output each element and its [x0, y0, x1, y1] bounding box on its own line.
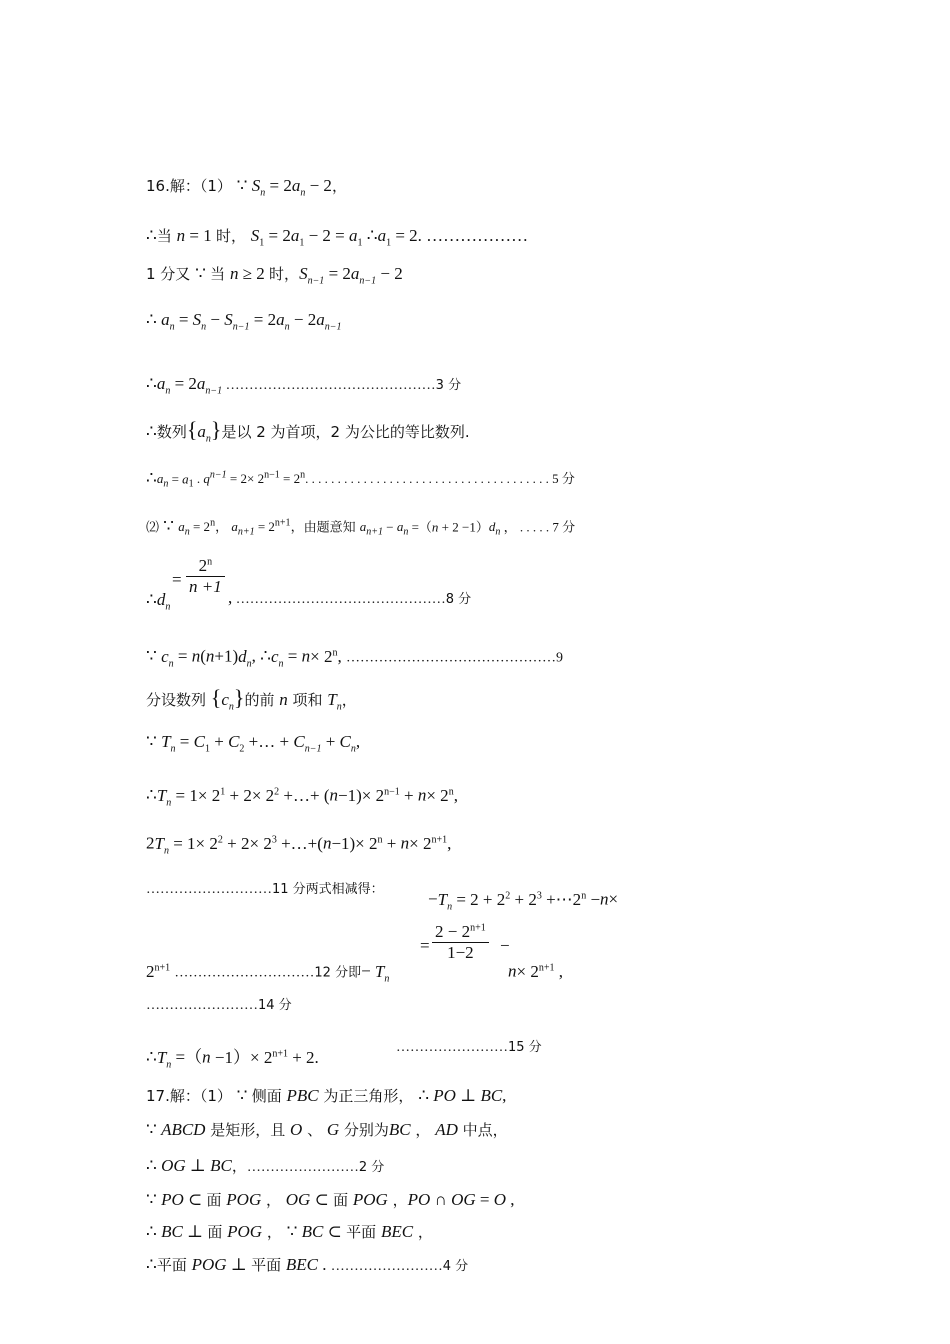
line-15: ……………………15 分 [396, 1040, 542, 1055]
line-subtract-eq: $-T_n = 2 + 2^2 + 2^3$ $+\cdots 2^n -n\times$ [428, 889, 619, 913]
line-an-formula: $\therefore a_n = a_1$ . $q^{n-1} = 2\times 2^{n-1} = 2^n$. . . . . . . . . . . . . . . . . . . . . . . . . . . . . . . . . . . . . . 5 分 [146, 468, 575, 490]
line-geometric: ∴数列$\{a_n\}$是以 2 为首项，2 为公比的等比数列. [146, 417, 470, 445]
line-17-plane: ∵ PO ⊂ 面 POG ， OG ⊂ 面 POG ，PO ∩ OG = O , [146, 1190, 515, 1209]
line-tn-frac-eq: = [420, 936, 430, 955]
dn-fraction: $\frac{2^n}{n +1}$ [186, 556, 225, 597]
line-n1: ∴当 n = 1 时， $S_1 = 2a_1 - 2 = a_1$ $\therefore a_1 = 2$. ……………… [146, 226, 529, 249]
line-17-header: 17.解：（1） ∵ 侧面 PBC 为正三角形， ∴ PO ⊥ BC, [146, 1086, 507, 1105]
line-tn-def: 分设数列 $\{c_n\}$的前 n 项和 $T_n$， [146, 685, 357, 713]
line-n2: 1 分又 ∵ 当 n ≥ 2 时，$S_{n-1} = 2a_{n-1} - 2$ [146, 264, 403, 287]
line-dn: $\therefore d_n$ [146, 590, 171, 613]
line-an-diff: ∴ $a_n = S_n - S_{n-1} = 2a_n - 2a_{n-1}$ [146, 310, 342, 333]
line-part2: ⑵ ∵ $a_n = 2^n$， $a_{n+1} = 2^{n+1}$，由题意知 $a_{n+1} - a_n =(n + 2 -1)d_n$ ， . . . . . 7 分 [146, 516, 576, 538]
line-17-rect: ∵ ABCD 是矩形，且 O 、 G 分别为BC ， AD 中点， [146, 1120, 508, 1139]
line-tn-expand: $\therefore T_n = 1\times 2^1 + 2\times 2^2$ +…+ $(n-1)\times 2^{n-1} + n\times 2^n$, [146, 785, 458, 809]
line-16-header: 16.解：（1） ∵ $S_n = 2a_n - 2$， [146, 176, 347, 199]
line-tn-frac-minus: − [500, 936, 510, 955]
line-tn-sum: ∵ $T_n = C_1 + C_2$ +… + $C_{n-1} + C_n$, [146, 732, 361, 755]
line-17-bc: ∴ BC ⊥ 面 POG ， ∵ BC ⊂ 平面 BEC ， [146, 1222, 433, 1241]
line-2tn: $2T_n = 1\times 2^2 + 2\times 2^3$ +…+(n−1)× $2^n + n\times 2^{n+1}$, [146, 833, 452, 857]
line-dn-dots: , ………………………………………8 分 [228, 588, 472, 607]
line-tn-final: $\therefore T_n =(n -1)\times 2^{n+1} + 2$. [146, 1047, 319, 1071]
line-12: $2^{n+1}$ …………………………12 分即− $T_n$ [146, 961, 390, 985]
line-17-final: ∴平面 POG ⊥ 平面 BEC . ……………………4 分 [146, 1255, 469, 1274]
tn-fraction: $\frac{2 - 2^{n+1}}{1-2}$ [432, 922, 489, 963]
line-cn: ∵ $c_n = n(n+1)d_n$, $\therefore c_n = n\times 2^n$, ………………………………………9 [146, 646, 563, 670]
line-subtract: ………………………11 分两式相减得： [146, 882, 384, 897]
line-14: ……………………14 分 [146, 998, 292, 1013]
line-12-tail: $n\times 2^{n+1}$ , [508, 961, 563, 981]
line-17-og: ∴ OG ⊥ BC，……………………2 分 [146, 1156, 385, 1175]
line-dn-eq: = [172, 570, 182, 589]
line-an-rec: $\therefore a_n = 2a_{n-1}$ ………………………………………3 分 [146, 374, 462, 397]
